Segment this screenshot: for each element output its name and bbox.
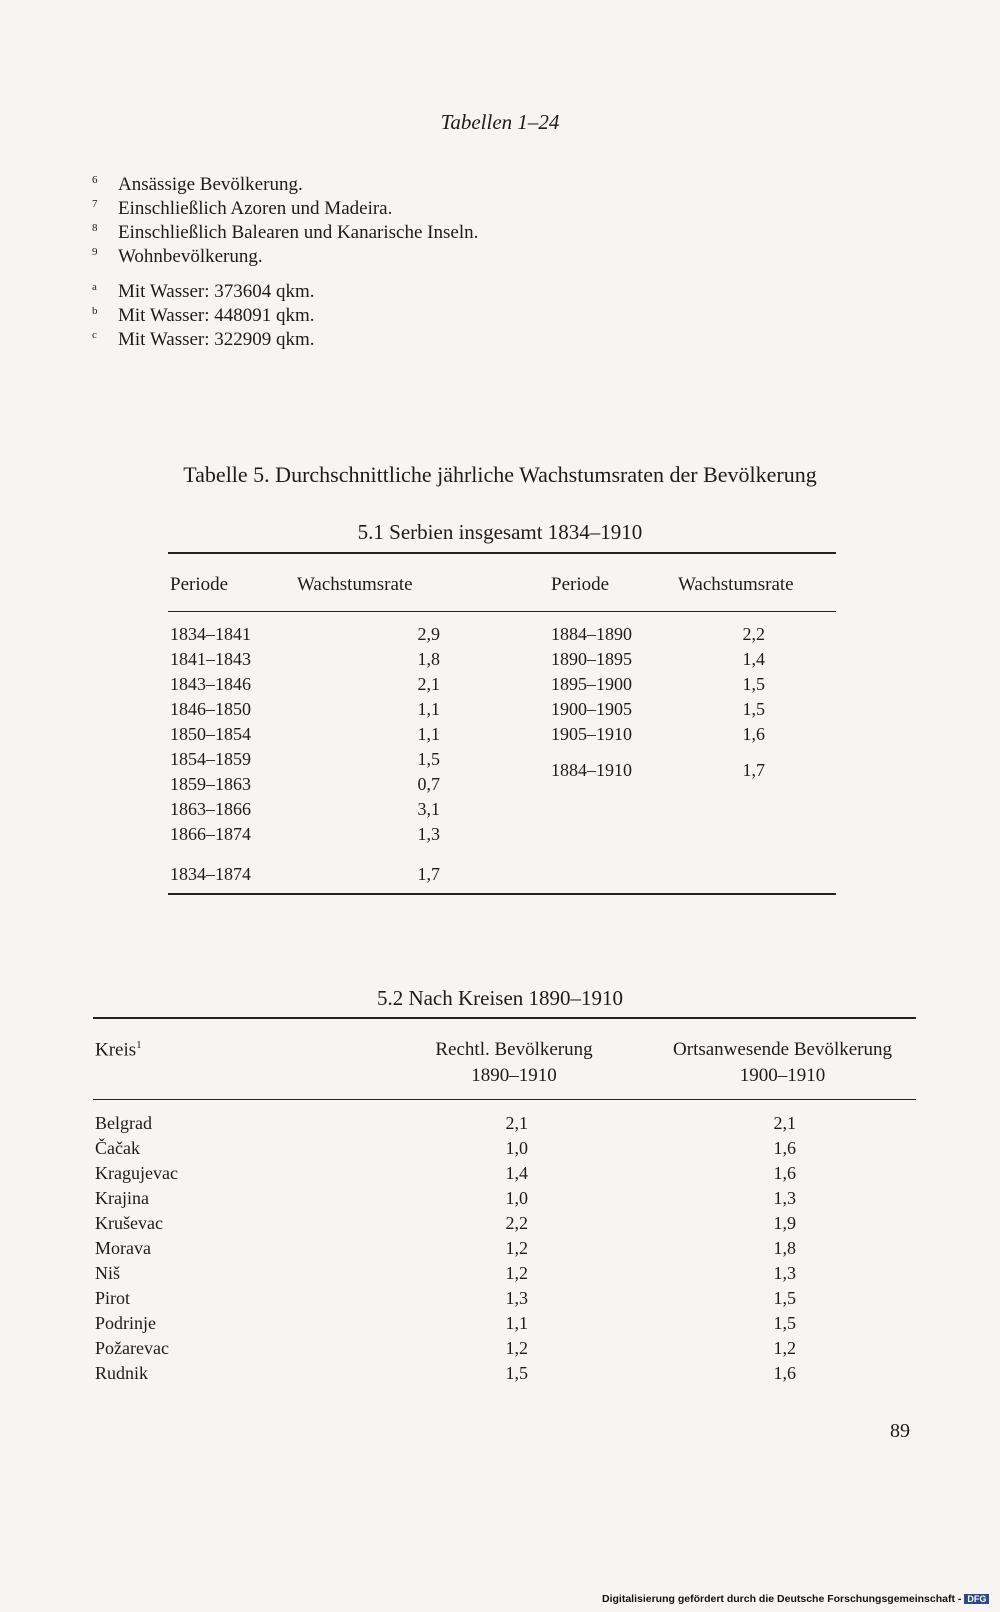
footnote: $^b$ Mit Wasser: 448091 qkm.: [92, 305, 315, 326]
table-cell: 2,1: [773, 1113, 796, 1133]
table-cell: 1,5: [742, 699, 765, 719]
column-header-wachstumsrate: Wachstumsrate: [678, 574, 794, 595]
table-cell: 1,4: [505, 1163, 528, 1183]
table-5-1-title: 5.1 Serbien insgesamt 1834–1910: [357, 520, 643, 544]
table-cell: 1,2: [505, 1238, 528, 1258]
footnote: $^7$ Einschließlich Azoren und Madeira.: [92, 198, 393, 219]
table-cell: 1,6: [773, 1163, 796, 1183]
table-cell: 1,5: [505, 1363, 528, 1383]
table-cell: 1,6: [742, 724, 765, 744]
table-cell: Rudnik: [95, 1363, 149, 1383]
footnote: $^6$ Ansässige Bevölkerung.: [92, 174, 303, 195]
column-header-orts-years: 1900–1910: [739, 1065, 826, 1086]
table-cell: 1,3: [505, 1288, 528, 1308]
rate-column: [725, 622, 765, 747]
page-number: 89: [890, 1420, 910, 1442]
total-periode: 1834–1874: [170, 864, 251, 884]
table-cell: 1,3: [773, 1188, 796, 1208]
table-cell: 1,0: [505, 1138, 528, 1158]
table-cell: 2,9: [417, 624, 440, 644]
table-cell: 1,8: [773, 1238, 796, 1258]
dfg-logo: DFG: [964, 1594, 989, 1604]
table-cell: 1863–1866: [170, 799, 251, 819]
table-cell: 0,7: [417, 774, 440, 794]
rate-column: [400, 622, 440, 847]
table-cell: Belgrad: [95, 1113, 152, 1133]
running-header: Tabellen 1–24: [440, 110, 560, 134]
table-cell: Čačak: [95, 1138, 140, 1158]
table-cell: 1905–1910: [551, 724, 632, 744]
table-cell: 1,5: [417, 749, 440, 769]
table-cell: 1,6: [773, 1138, 796, 1158]
table-cell: Podrinje: [95, 1313, 156, 1333]
table-cell: Kruševac: [95, 1213, 163, 1233]
column-header-rechtl-years: 1890–1910: [471, 1065, 557, 1086]
periode-column: [551, 622, 671, 747]
table-cell: 2,1: [505, 1113, 528, 1133]
table-cell: 2,2: [505, 1213, 528, 1233]
table-cell: 1,1: [417, 724, 440, 744]
table-cell: 1890–1895: [551, 649, 632, 669]
column-header-periode: Periode: [170, 574, 229, 595]
table-cell: 1,6: [773, 1363, 796, 1383]
total-periode: 1884–1910: [551, 760, 632, 780]
table-rule: [93, 1017, 916, 1019]
table-title: Tabelle 5. Durchschnittliche jährliche Wachstumsraten der Bevölkerung: [183, 462, 817, 487]
table-cell: 1,3: [773, 1263, 796, 1283]
footnote: $^8$ Einschließlich Balearen und Kanarische Inseln.: [92, 222, 479, 243]
table-cell: 2,1: [417, 674, 440, 694]
table-cell: Niš: [95, 1263, 121, 1283]
column-header-rechtl: Rechtl. Bevölkerung: [435, 1039, 593, 1060]
column-header-orts: Ortsanwesende Bevölkerung: [673, 1039, 892, 1060]
table-cell: 1850–1854: [170, 724, 251, 744]
rechtl-column: [488, 1111, 528, 1386]
total-rate: 1,7: [742, 760, 765, 780]
table-cell: 1866–1874: [170, 824, 251, 844]
table-cell: Kragujevac: [95, 1163, 178, 1183]
table-cell: 1834–1841: [170, 624, 251, 644]
table-cell: 1,2: [505, 1338, 528, 1358]
column-header-periode: Periode: [551, 574, 610, 595]
table-cell: Požarevac: [95, 1338, 169, 1358]
table-cell: 1,5: [773, 1313, 796, 1333]
table-cell: 1,1: [417, 699, 440, 719]
table-cell: 1,9: [773, 1213, 796, 1233]
table-5-2-title: 5.2 Nach Kreisen 1890–1910: [376, 986, 624, 1010]
footnote: $^a$ Mit Wasser: 373604 qkm.: [92, 281, 315, 302]
column-header-wachstumsrate: Wachstumsrate: [297, 574, 413, 595]
table-rule: [168, 552, 836, 554]
table-cell: 1,8: [417, 649, 440, 669]
table-cell: 3,1: [417, 799, 440, 819]
table-cell: 2,2: [742, 624, 765, 644]
periode-column: [170, 622, 290, 847]
column-header-kreis: Kreis$^1$: [95, 1039, 142, 1061]
table-cell: 1,1: [505, 1313, 528, 1333]
table-cell: 1,5: [742, 674, 765, 694]
table-cell: 1900–1905: [551, 699, 632, 719]
table-cell: 1854–1859: [170, 749, 251, 769]
table-rule: [168, 611, 836, 612]
footnote: $^9$ Wohnbevölkerung.: [92, 246, 263, 267]
table-cell: 1846–1850: [170, 699, 251, 719]
orts-column: [756, 1111, 796, 1386]
table-cell: 1841–1843: [170, 649, 251, 669]
table-cell: 1884–1890: [551, 624, 632, 644]
table-cell: Morava: [95, 1238, 151, 1258]
table-cell: 1895–1900: [551, 674, 632, 694]
table-cell: 1,3: [417, 824, 440, 844]
digitization-footer: Digitalisierung gefördert durch die Deutsche Forschungsgemeinschaft - DFG: [602, 1593, 989, 1605]
footnote: $^c$ Mit Wasser: 322909 qkm.: [92, 329, 315, 350]
table-cell: 1,4: [742, 649, 765, 669]
table-cell: 1,2: [505, 1263, 528, 1283]
table-cell: Pirot: [95, 1288, 131, 1308]
kreis-column: [95, 1111, 295, 1386]
table-rule: [168, 893, 836, 895]
table-cell: 1,0: [505, 1188, 528, 1208]
table-cell: Krajina: [95, 1188, 149, 1208]
table-rule: [93, 1099, 916, 1100]
table-cell: 1859–1863: [170, 774, 251, 794]
table-cell: 1,2: [773, 1338, 796, 1358]
table-cell: 1843–1846: [170, 674, 251, 694]
total-rate: 1,7: [417, 864, 440, 884]
table-cell: 1,5: [773, 1288, 796, 1308]
